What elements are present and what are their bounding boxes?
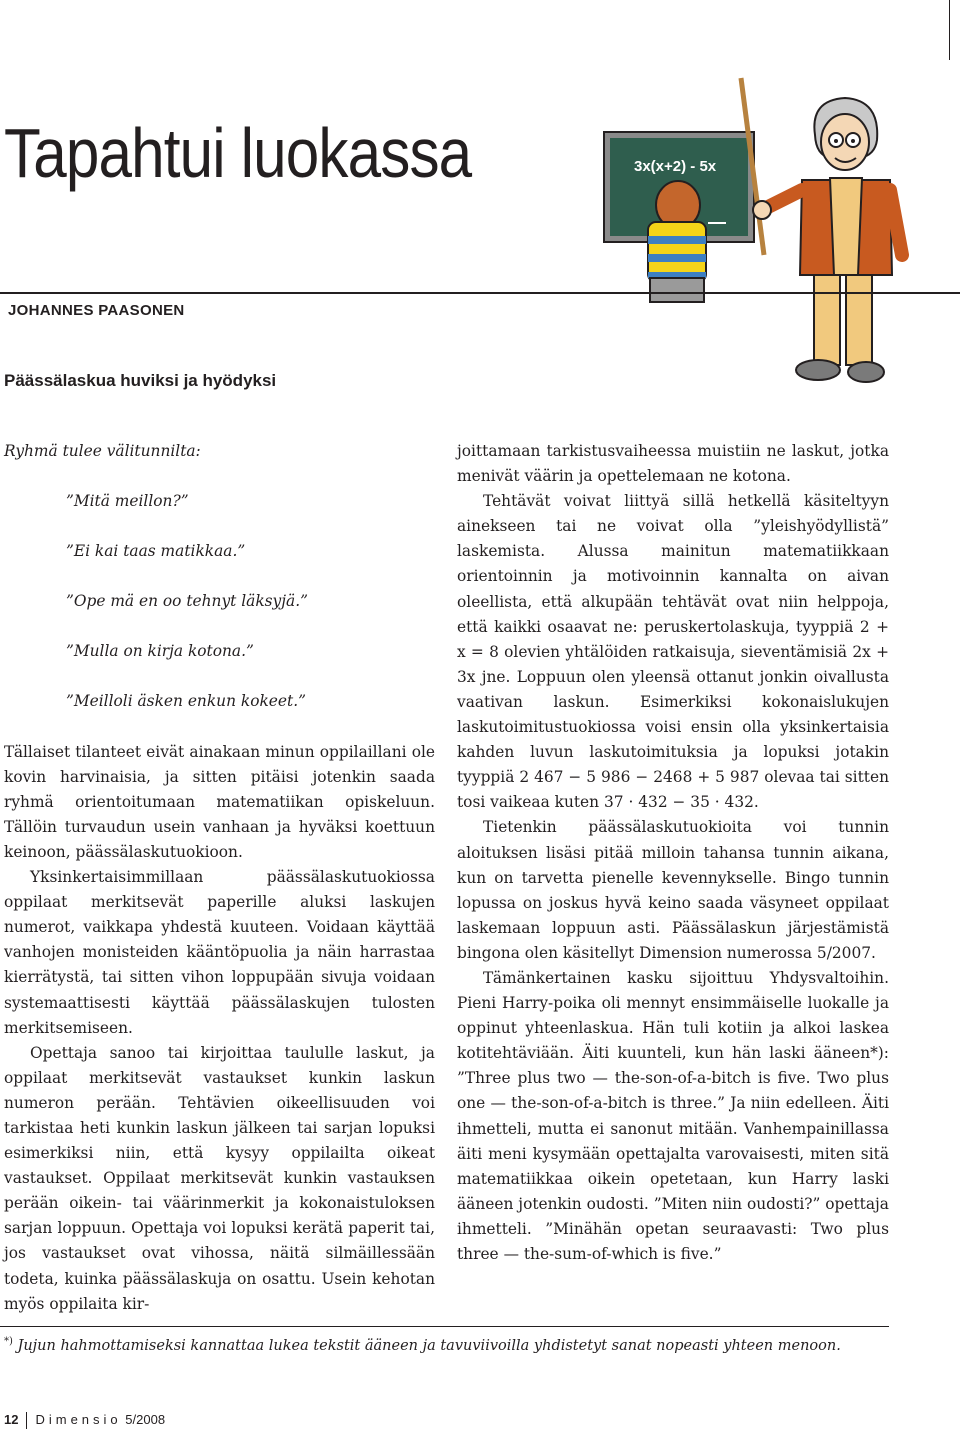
body-paragraph: joittamaan tarkistusvaiheessa muistiin ne laskut, jotka menivät väärin ja opettelemaan ne kotona.	[457, 442, 889, 486]
child-figure	[648, 181, 706, 302]
article-title: Tapahtui luokassa	[4, 114, 472, 192]
body-paragraph: Opettaja sanoo tai kirjoittaa taululle laskut, ja oppilaat merkitsevät vastaukset kunkin laskun numeron perään. Tehtävien oikeellisuuden voi tarkistaa heti kunkin laskun jälkeen tai sarjan lopuksi esimerkiksi niin, että kysyy oppilailta oikeat vastaukset. Oppilaat merkitsevät kunkin vastauksen perään oikein- tai väärinmerkit ja kokonaistuloksen sarjan loppuun. Opettaja voi lopuksi kerätä paperit tai, jos vastaukset ovat vihossa, näitä silmäillessään todeta, kuinka päässälaskuja on osattu. Usein kehotan myös oppilaita kir-	[4, 1043, 435, 1313]
teacher-figure	[753, 98, 902, 382]
footnote-text: Jujun hahmottamiseksi kannattaa lukea tekstit ääneen ja tavuviivoilla yhdistetyt sanat nopeasti yhteen menoon.	[17, 1337, 841, 1354]
footnote-marker: *)	[4, 1336, 13, 1347]
page-number: 12	[4, 1412, 19, 1427]
board-text: 3x(x+2) - 5x	[634, 158, 717, 175]
quote-line: ”Ope mä en oo tehnyt läksyjä.”	[66, 592, 308, 611]
page-corner-mark	[949, 0, 960, 60]
magazine-name: Dimensio	[35, 1412, 122, 1427]
issue-number: 5/2008	[125, 1412, 166, 1427]
footnote-rule	[0, 1326, 889, 1327]
lead-line: Ryhmä tulee välitunnilta:	[4, 442, 201, 460]
page-footer	[4, 1412, 165, 1429]
body-paragraph: Tämänkertainen kasku sijoittuu Yhdysvaltoihin. Pieni Harry-poika oli mennyt ensimmäiselle luokalle ja oppinut yhteenlaskua. Hän tuli kotiin ja alkoi laskea kotitehtäviään. Äiti kuunteli, kun hän laski ääneen*): ”Three plus two — the-son-of-a-bitch is five. Two plus one — the-son-of-a-bitch is three.” Ja niin edelleen. Äiti ihmetteli, mutta ei sanonut mitään. Vanhempainillassa äiti meni kysymään opettajalta varovaisesti, miten sitä matematiikkaa oikein opetetaan, kun Harry laski ääneen jotenkin oudosti. ”Miten niin oudosti?” opettaja ihmetteli. ”Minähän opetan seuraavasti: Two plus three — the-sum-of-which is five.”	[457, 968, 889, 1263]
author-name: JOHANNES PAASONEN	[8, 302, 185, 319]
body-paragraph: Tällaiset tilanteet eivät ainakaan minun oppilaillani ole kovin harvinaisia, ja sitten pitäisi jotenkin saada ryhmä orientoitumaan matematiikan opiskeluun. Tällöin turvaudun usein vanhaan ja hyväksi koettuun keinoon, päässälaskutuokioon.	[4, 742, 435, 861]
quote-line: ”Mulla on kirja kotona.”	[66, 642, 254, 661]
body-paragraph: Tietenkin päässälaskutuokioita voi tunnin aloituksen lisäsi pitää milloin tahansa tunnin aikana, kun on tarvetta pienelle kevennykselle. Bingo tunnin lopussa on joskus hyvä keino saada väsyneet oppilaat laskemaan loppuun asti. Päässälaskun järjestämistä bingona olen käsitellyt Dimension numerossa 5/2007.	[457, 818, 889, 962]
text-column-right	[457, 439, 889, 1267]
quote-line: ”Mitä meillon?”	[66, 492, 189, 511]
footnote	[4, 1336, 904, 1354]
footer-divider	[26, 1412, 27, 1429]
article-subtitle: Päässälaskua huviksi ja hyödyksi	[4, 371, 277, 390]
body-paragraph: Tehtävät voivat liittyä sillä hetkellä käsiteltyyn ainekseen tai ne voivat olla ”yleishyödyllistä” laskemista. Alussa mainitun matematiikkaan orientoinnin ja motivoinnin kannalta on aivan oleellista, että alkupään tehtävät ovat niin helppoja, että kaikki osaavat ne: peruskertolaskuja, tyyppiä 2 + x = 8 olevien yhtälöiden ratkaisuja, sieventämisiä 2x + 3x jne. Loppuun olen yleensä ottanut jonkin oivallusta vaativan laskun. Esimerkiksi kokonaislukujen laskutoimitustuokiossa voisi ensin olla yksinkertaisia kahden luvun laskutoimituksia ja lopuksi jotakin tyyppiä 2 467 − 5 986 − 2468 + 5 987 olevaa tai sitten tosi vaikeaa kuten 37 · 432 − 35 · 432.	[457, 492, 889, 812]
text-column-left	[4, 439, 435, 1317]
classroom-illustration	[590, 60, 920, 400]
quote-line: ”Meilloli äsken enkun kokeet.”	[66, 692, 306, 711]
body-paragraph: Yksinkertaisimmillaan päässälaskutuokiossa oppilaat merkitsevät paperille aluksi laskujen numerot, vaikkapa yhdestä kuuteen. Voidaan käyttää vanhojen monisteiden kääntöpuolia ja näin harrastaa kierrätystä, tai sitten vihon loppupään sivuja voidaan systemaattisesti käyttää päässälaskujen tulosten merkitsemiseen.	[4, 868, 435, 1037]
header-rule	[0, 292, 960, 294]
quote-line: ”Ei kai taas matikkaa.”	[66, 542, 246, 561]
